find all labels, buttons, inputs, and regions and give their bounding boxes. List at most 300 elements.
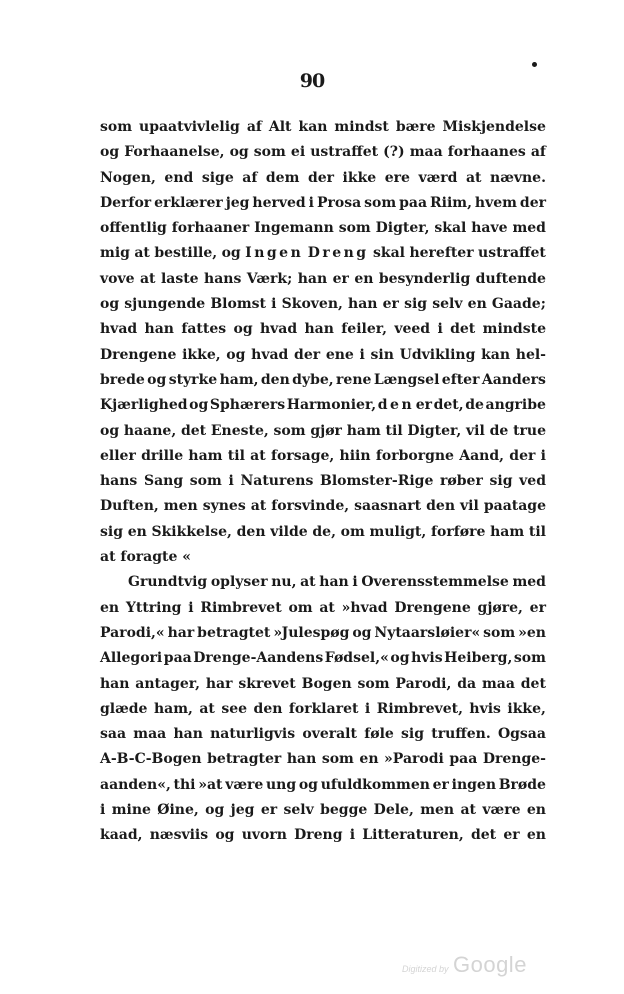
word: hvad bbox=[251, 346, 289, 363]
word: betragtet bbox=[197, 624, 271, 641]
ink-speck bbox=[532, 62, 537, 67]
text-line bbox=[100, 444, 546, 469]
word: forsage, bbox=[271, 447, 335, 464]
word: bestille, bbox=[154, 245, 218, 262]
word: til bbox=[385, 422, 403, 439]
word: som bbox=[364, 194, 397, 211]
word: mig bbox=[100, 245, 130, 262]
word: de bbox=[489, 422, 509, 439]
word: være bbox=[482, 802, 521, 819]
word: (?) bbox=[383, 144, 405, 161]
word: en bbox=[100, 599, 120, 616]
word: overalt bbox=[302, 726, 357, 743]
word: Nogen, bbox=[100, 169, 156, 186]
word: »hvad bbox=[341, 599, 388, 616]
word: ham bbox=[490, 523, 525, 540]
word: Rimbrevet, bbox=[376, 700, 463, 717]
word: »Parodi bbox=[384, 751, 444, 768]
word: vil bbox=[460, 498, 479, 515]
word: og bbox=[298, 776, 318, 793]
word: dem bbox=[265, 169, 300, 186]
word: de, bbox=[312, 523, 336, 540]
word: Heiberg, bbox=[444, 650, 513, 667]
word: Aand, bbox=[459, 447, 505, 464]
word: at bbox=[460, 802, 477, 819]
text-line bbox=[100, 241, 546, 266]
word: føle bbox=[364, 726, 394, 743]
word: og bbox=[100, 422, 120, 439]
word: næsviis bbox=[149, 827, 209, 844]
word: af bbox=[246, 119, 262, 135]
text-line bbox=[100, 292, 546, 317]
word: som bbox=[273, 422, 306, 439]
word: og bbox=[221, 245, 241, 262]
word: der bbox=[509, 447, 536, 464]
word: Længsel bbox=[373, 371, 440, 388]
word: den bbox=[377, 397, 415, 414]
word: Allegori bbox=[100, 650, 163, 667]
word: er bbox=[529, 599, 546, 616]
word: og bbox=[226, 346, 246, 363]
word: ham bbox=[346, 422, 381, 439]
word: truffen. bbox=[431, 726, 491, 743]
word: i bbox=[352, 574, 358, 591]
text-line bbox=[100, 697, 546, 722]
word: ustraffet bbox=[310, 144, 379, 161]
word: begge bbox=[320, 802, 368, 819]
text-line bbox=[100, 216, 546, 241]
watermark-prefix: Digitized by bbox=[402, 964, 449, 974]
word: til bbox=[528, 523, 546, 540]
word: foragte bbox=[120, 549, 178, 566]
word: som bbox=[253, 144, 286, 161]
word: true bbox=[513, 422, 546, 439]
word: efter bbox=[441, 371, 480, 388]
word: og bbox=[189, 397, 209, 414]
word: med bbox=[512, 220, 546, 237]
word: som bbox=[357, 675, 390, 692]
word: kan bbox=[298, 119, 328, 135]
word: en bbox=[127, 523, 147, 540]
word: og bbox=[205, 802, 225, 819]
word: og bbox=[147, 371, 167, 388]
word: i bbox=[228, 473, 234, 490]
word: som bbox=[338, 220, 371, 237]
word: en bbox=[354, 270, 374, 287]
word: saa bbox=[100, 726, 127, 743]
word: hiin bbox=[339, 447, 371, 464]
text-line bbox=[100, 823, 546, 848]
word: Blomst bbox=[210, 296, 266, 313]
text-line bbox=[100, 368, 546, 393]
word: thi bbox=[173, 776, 196, 793]
word: paa bbox=[163, 650, 192, 667]
digitized-by-google-watermark bbox=[402, 952, 527, 978]
word: ere bbox=[384, 169, 410, 186]
word: saasnart bbox=[354, 498, 422, 515]
word: mindst bbox=[334, 119, 389, 135]
word: det bbox=[520, 675, 546, 692]
word: Parodi, bbox=[395, 675, 452, 692]
word: hvad bbox=[100, 321, 138, 338]
word: forsvinde, bbox=[271, 498, 350, 515]
word: ham, bbox=[219, 371, 259, 388]
word: i bbox=[308, 194, 314, 211]
word: ei bbox=[290, 144, 306, 161]
word: Duften, bbox=[100, 498, 159, 515]
word: nævne. bbox=[490, 169, 546, 186]
word: men bbox=[163, 498, 198, 515]
word: han bbox=[297, 270, 328, 287]
word: og bbox=[352, 624, 372, 641]
word: er bbox=[432, 776, 449, 793]
word: der bbox=[519, 194, 546, 211]
word: og bbox=[100, 296, 120, 313]
word: ikke, bbox=[182, 346, 221, 363]
word: at bbox=[100, 549, 116, 566]
word: Litteraturen, bbox=[362, 827, 464, 844]
text-line bbox=[100, 267, 546, 292]
word: i bbox=[540, 447, 546, 464]
word: vil bbox=[466, 422, 485, 439]
word: glæde bbox=[100, 700, 148, 717]
word: angribe bbox=[485, 397, 546, 414]
word: han bbox=[286, 751, 317, 768]
word: haane, bbox=[123, 422, 177, 439]
word: Drengene bbox=[100, 346, 177, 363]
word: besynderlig bbox=[378, 270, 471, 287]
word: ikke bbox=[342, 169, 377, 186]
word: Grundtvig bbox=[128, 574, 208, 591]
word: bære bbox=[395, 119, 436, 135]
word: Harmonier, bbox=[286, 397, 377, 414]
word: en bbox=[526, 802, 546, 819]
word: forklaret bbox=[288, 700, 359, 717]
word: kaad, bbox=[100, 827, 143, 844]
word: dybe, bbox=[292, 371, 334, 388]
word: der bbox=[307, 169, 335, 186]
word: rene bbox=[336, 371, 372, 388]
word: synes bbox=[202, 498, 246, 515]
word: aanden«, bbox=[100, 776, 171, 793]
word: Digter, bbox=[407, 422, 462, 439]
word: end bbox=[164, 169, 194, 186]
word: der bbox=[294, 346, 321, 363]
watermark-brand: Google bbox=[452, 952, 527, 977]
word: den bbox=[236, 523, 266, 540]
word: Skoven, bbox=[281, 296, 343, 313]
word: hel- bbox=[515, 346, 546, 363]
word: i bbox=[437, 321, 443, 338]
word: og bbox=[100, 144, 120, 161]
word: i bbox=[349, 827, 356, 844]
body-text bbox=[100, 115, 546, 849]
word: mindste bbox=[482, 321, 546, 338]
word: nu, bbox=[271, 574, 297, 591]
word: brede bbox=[100, 371, 145, 388]
word: sjungende bbox=[124, 296, 206, 313]
word: drille bbox=[141, 447, 184, 464]
word: Derfor bbox=[100, 194, 152, 211]
word: muligt, bbox=[369, 523, 427, 540]
word: Bogen bbox=[301, 675, 352, 692]
word: Blomster-Rige bbox=[319, 473, 434, 490]
word: Værk; bbox=[246, 270, 293, 287]
word: med bbox=[512, 574, 546, 591]
word: forhaanes bbox=[447, 144, 526, 161]
word: naturligvis bbox=[210, 726, 296, 743]
word: Dreng bbox=[294, 827, 343, 844]
word: sige bbox=[201, 169, 234, 186]
word: selv bbox=[432, 296, 463, 313]
word: ene bbox=[325, 346, 354, 363]
word: « bbox=[182, 549, 192, 566]
word: hans bbox=[204, 270, 242, 287]
word: i bbox=[100, 802, 106, 819]
word: er bbox=[332, 270, 349, 287]
word: Dreng bbox=[307, 245, 369, 262]
word: duftende bbox=[475, 270, 546, 287]
word: Drengene bbox=[394, 599, 471, 616]
word: den bbox=[260, 371, 290, 388]
word: vove bbox=[100, 270, 135, 287]
word: som bbox=[483, 624, 516, 641]
text-line bbox=[100, 747, 546, 772]
word: til bbox=[227, 447, 245, 464]
word: i bbox=[364, 700, 371, 717]
word: ikke, bbox=[507, 700, 546, 717]
word: om bbox=[288, 599, 313, 616]
word: af bbox=[530, 144, 546, 161]
word: han bbox=[144, 321, 174, 338]
text-line bbox=[100, 621, 546, 646]
word: Digter, bbox=[375, 220, 430, 237]
word: uvorn bbox=[241, 827, 287, 844]
word: Yttring bbox=[125, 599, 182, 616]
word: som bbox=[100, 119, 133, 135]
word: hvis bbox=[411, 650, 443, 667]
page-number: 90 bbox=[299, 70, 325, 92]
word: han bbox=[348, 296, 378, 313]
word: i bbox=[188, 599, 194, 616]
word: Sang bbox=[143, 473, 184, 490]
word: ufuldkommen bbox=[320, 776, 430, 793]
word: ustraffet bbox=[478, 245, 546, 262]
word: Ogsaa bbox=[497, 726, 546, 743]
word: Brøde bbox=[498, 776, 546, 793]
text-line bbox=[100, 115, 546, 140]
word: er bbox=[415, 397, 433, 414]
word: han bbox=[173, 726, 203, 743]
word: ham, bbox=[153, 700, 193, 717]
word: en bbox=[467, 296, 487, 313]
word: hvem bbox=[474, 194, 517, 211]
word: er bbox=[503, 827, 520, 844]
word: »at bbox=[198, 776, 223, 793]
word: gjør bbox=[310, 422, 342, 439]
text-line bbox=[100, 191, 546, 216]
word: og bbox=[229, 144, 249, 161]
text-line bbox=[100, 596, 546, 621]
word: eller bbox=[100, 447, 136, 464]
word: Nytaarsløier« bbox=[374, 624, 481, 641]
word: ham bbox=[188, 447, 223, 464]
word: have bbox=[471, 220, 508, 237]
word: Gaade; bbox=[491, 296, 546, 313]
word: det bbox=[450, 321, 476, 338]
text-line bbox=[100, 722, 546, 747]
word: Kjærlighed bbox=[100, 397, 188, 414]
word: og bbox=[215, 827, 235, 844]
text-line bbox=[100, 773, 546, 798]
word: Øine, bbox=[157, 802, 199, 819]
word: røber bbox=[440, 473, 483, 490]
word: og bbox=[233, 321, 253, 338]
text-line bbox=[100, 570, 546, 595]
word: men bbox=[420, 802, 455, 819]
word: at bbox=[300, 574, 316, 591]
word: mine bbox=[111, 802, 151, 819]
text-line bbox=[100, 317, 546, 342]
word: af bbox=[242, 169, 258, 186]
word: Forhaanelse, bbox=[124, 144, 225, 161]
word: som bbox=[513, 650, 546, 667]
word: sin bbox=[370, 346, 394, 363]
word: Naturens bbox=[240, 473, 314, 490]
word: ingen bbox=[451, 776, 497, 793]
word: jeg bbox=[230, 802, 255, 819]
word: Overensstemmelse bbox=[361, 574, 509, 591]
word: gjøre, bbox=[477, 599, 523, 616]
word: oplyser bbox=[210, 574, 268, 591]
word: at bbox=[134, 245, 150, 262]
word: en bbox=[359, 751, 379, 768]
word: Dele, bbox=[373, 802, 414, 819]
word: at bbox=[139, 270, 156, 287]
word: maa bbox=[133, 726, 167, 743]
word: de bbox=[465, 397, 484, 414]
word: da bbox=[457, 675, 477, 692]
word: er bbox=[382, 296, 399, 313]
word: A-B-C-Bogen bbox=[100, 751, 202, 768]
word: har bbox=[205, 675, 233, 692]
word: Parodi,« bbox=[100, 624, 165, 641]
word: det bbox=[470, 827, 497, 844]
word: en bbox=[526, 827, 546, 844]
word: sig bbox=[489, 473, 513, 490]
text-line bbox=[100, 672, 546, 697]
word: at bbox=[319, 599, 335, 616]
word: styrke bbox=[168, 371, 218, 388]
word: skal bbox=[373, 245, 406, 262]
text-line bbox=[100, 469, 546, 494]
word: han bbox=[100, 675, 130, 692]
word: ved bbox=[519, 473, 546, 490]
word: Rimbrevet bbox=[200, 599, 282, 616]
word: hvad bbox=[259, 321, 298, 338]
text-line bbox=[100, 545, 546, 570]
word: den bbox=[253, 700, 283, 717]
word: forføre bbox=[430, 523, 486, 540]
word: som bbox=[321, 751, 354, 768]
word: han bbox=[304, 321, 334, 338]
word: vilde bbox=[270, 523, 308, 540]
word: at bbox=[199, 700, 215, 717]
word: maa bbox=[409, 144, 443, 161]
word: »en bbox=[518, 624, 546, 641]
word: har bbox=[167, 624, 195, 641]
word: hans bbox=[100, 473, 138, 490]
text-line bbox=[100, 140, 546, 165]
word: være bbox=[225, 776, 264, 793]
word: Riim, bbox=[430, 194, 472, 211]
word: feiler, bbox=[341, 321, 387, 338]
word: veed bbox=[394, 321, 431, 338]
word: den bbox=[426, 498, 456, 515]
word: paatage bbox=[483, 498, 546, 515]
word: om bbox=[340, 523, 365, 540]
word: at bbox=[250, 447, 266, 464]
word: selv bbox=[283, 802, 314, 819]
word: sig bbox=[404, 296, 428, 313]
word: erklærer bbox=[154, 194, 223, 211]
word: Udvikling bbox=[399, 346, 476, 363]
word: herved bbox=[252, 194, 306, 211]
text-line bbox=[100, 520, 546, 545]
word: paa bbox=[449, 751, 478, 768]
word: er bbox=[260, 802, 278, 819]
word: skal bbox=[434, 220, 467, 237]
word: upaatvivlelig bbox=[139, 119, 240, 135]
word: forborgne bbox=[375, 447, 454, 464]
word: skrevet bbox=[238, 675, 296, 692]
word: det bbox=[180, 422, 207, 439]
word: ung bbox=[265, 776, 297, 793]
word: Ingemann bbox=[254, 220, 334, 237]
text-line bbox=[100, 393, 546, 418]
word: offentlig bbox=[100, 220, 167, 237]
text-line bbox=[100, 166, 546, 191]
word: at bbox=[250, 498, 267, 515]
word: herefter bbox=[409, 245, 474, 262]
word: og bbox=[390, 650, 410, 667]
text-line bbox=[100, 646, 546, 671]
word: Skikkelse, bbox=[151, 523, 232, 540]
word: at bbox=[465, 169, 482, 186]
word: Alt bbox=[268, 119, 292, 135]
word: Drenge- bbox=[482, 751, 546, 768]
word: sig bbox=[100, 523, 123, 540]
word: som bbox=[189, 473, 222, 490]
word: laste bbox=[160, 270, 199, 287]
text-line bbox=[100, 419, 546, 444]
text-line bbox=[100, 343, 546, 368]
word: antager, bbox=[135, 675, 201, 692]
word: det, bbox=[433, 397, 464, 414]
word: i bbox=[359, 346, 365, 363]
word: betragter bbox=[207, 751, 282, 768]
word: forhaaner bbox=[171, 220, 250, 237]
word: han bbox=[319, 574, 349, 591]
word: maa bbox=[481, 675, 515, 692]
word: i bbox=[271, 296, 277, 313]
word: værd bbox=[418, 169, 458, 186]
word: hvis bbox=[469, 700, 501, 717]
text-line bbox=[100, 798, 546, 823]
word: Aanders bbox=[481, 371, 546, 388]
word: see bbox=[221, 700, 248, 717]
word: Fødsel,« bbox=[324, 650, 389, 667]
